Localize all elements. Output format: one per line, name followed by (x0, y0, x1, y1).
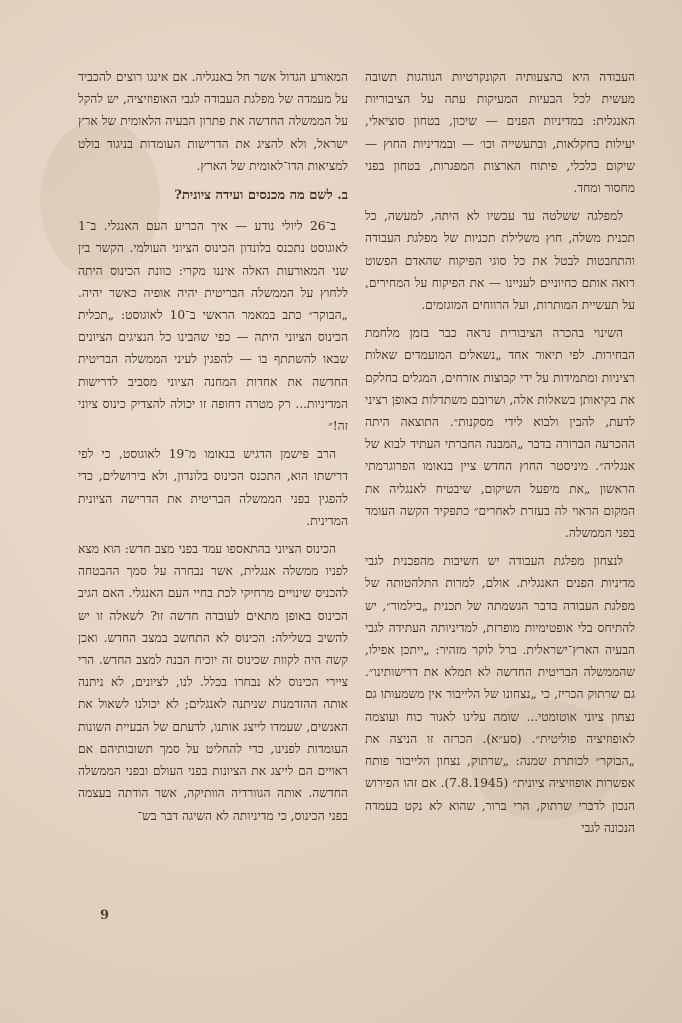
left-column (78, 66, 348, 833)
paragraph: השינוי בהכרה הציבורית נראה כבר בזמן מלחמת הבחירות. לפי תיאור אחד „נשאלים המועמדים שאלות רציניות ומתמידות על ידי קבוצות אזרחים, המגלים בחלקם את בקיאותן בשאלות אלה, ושרובם משתדלות באופן רציני לדעת, להבין ולבוא לידי מסקנות״. התוצאה היתה ההכרעה הברורה בדבר „המבנה החברתי העתיד לבוא של אנגליה״. מיניסטר החוץ החדש ציין בנאומו הפרוגרמתי הראשון „את מיפעל השיקום, שיבטיח לאנגליה את המקום הראוי לה בעזרת לאחרים״ כתפקיד הקשה העומד בפני הממשלה. (365, 326, 635, 541)
paragraph: לנצחון מפלגת העבודה יש חשיבות מהפכנית לגבי מדיניות הפנים האנגלית. אולם, למרות התלהטותה של מפלגת העבודה בדבר הגשמתה של תכנית „בילמור״, יש להתיחס בלי אופטימיות מופרזת, למדיניותה העתידה לגבי הבעיה הארץ־ישראלית. ברל לוקר מזהיר: „ייתכן אפילו, שהממשלה הבריטית החדשה לא תמלא את דרישותינו״. גם שרתוק הכריז, כי „נצחונו של הלייבור אין משמעותו גם נצחון ציוני אוטומטי... שומה עלינו לאגור כוח ועוצמה לאופוזיציה פוליטית״. (סע״א). הכרזה זו הניצה את „הבוקר״ לכותרת שמנה: „שרתוק, נצחון הלייבור פותח אפשרות אופוזיציה ציונית״ (7.8.1945). אם זהו הפירוש הנכון לדברי שרתוק, הרי ברור, שהוא לא נקט בעמדה הנכונה לגבי (365, 554, 635, 835)
page-number: 9 (100, 908, 110, 923)
paragraph: למפלגה ששלטה עד עכשיו לא היתה, למעשה, כל תכנית משלה, חוץ משלילת תכניות של מפלגת העבודה והתחבטות לבטל את כל סוגי הפיקוח שהאדם הפשוט רואה אותם כחיוניים לעניינו — את הפיקוח על המחירים, על תעשיית המותרות, ועל הרווחים המוגזמים. (365, 209, 635, 313)
paragraph: ב־26 ליולי נודע — איך הכריע העם האנגלי. ב־1 לאוגוסט נתכנס בלונדון הכינוס הציוני העולמי. הקשר בין שני המאורעות האלה איננו מקרי: כוונת הכינוס היתה ללחוץ על הממשלה הבריטית יהיה אופיה כאשר יהיה. „הבוקר״ כתב במאמר הראשי ב־10 לאוגוסט: „תכלית הכינוס הציוני היתה — כפי שהבינו כל הנציגים הציונים שבאו להשתתף בו — להפגין לעיני הממשלה הבריטית החדשה את אחדות המחנה הציוני מסביב לדרישות המדיניות... רק מטרה דחופה זו יכולה להצדיק כינוס ציוני זה!״ (78, 219, 348, 434)
paragraph: המאורע הגדול אשר חל באנגליה. אם אינגו רוצים להכביד על מעמדה של מפלגת העבודה לגבי האופוזיציה, יש להקל על הממשלה החדשה את פתרון הבעיה הלאומית של ארץ ישראל, ולא להציג את הדרישות העומדות בניגוד בולט למציאות הדו־לאומית של הארץ. (78, 70, 348, 173)
right-column (365, 66, 635, 845)
paragraph: הכינוס הציוני בהתאספו עמד בפני מצב חדש: הוא מצא לפניו ממשלה אנגלית, אשר נבחרה על סמך ההבטחה להכניס שינויים מרחיקי לכת בחיי העם האנגלי. האם הגיב הכינוס באופן מתאים לעובדה חדשה זו? לשאלה זו יש להשיב בשלילה: הכינוס לא התחשב במצב החדש. ואכן קשה היה לקוות שכינוס זה יוכיח הבנה למצב החדש. הרי ציירי הכינוס לא נבחרו בכלל. לנו, לציונים, לא ניתנה אותה ההזדמנות שניתנה לאנגלים; לא יכולנו לשאול את האנשים, שעמדו לייצג אותנו, לדעתם של הבעיית השונות העומדות לפנינו, כדי להחליט על סמך תשובותיהם אם ראויים הם לייצג את הציונות בפני העולם ובפני הממשלה החדשה. אותה הגוורדיה הוותיקה, אשר הודתה בעצמה בפני הכינוס, כי מדיניותה לא השיגה דבר בש־ (78, 542, 348, 823)
paragraph: הרב פישמן הדגיש בנאומו מ־19 לאוגוסט, כי לפי דרישתו הוא, התכנס הכינוס בלונדון, ולא בירושלים, כדי להפגין בפני הממשלה הבריטית את הדרישה הציונית המדינית. (78, 447, 348, 528)
section-heading: ב. לשם מה מכנסים ועידה ציונית? (174, 188, 348, 204)
paragraph: העבודה היא בהצעותיה הקונקרטיות הנוהגות תשובה מעשית לכל הבעיות המעיקות עתה על הציבוריות האנגלית: במדיניות הפנים — שיכון, בטחון סוציאלי, יעילות בחקלאות, ובתעשייה וכו׳ — ובמדיניות החוץ — שיקום כלכלי, פיתוח הארצות המפגרות, בטחון בפני מחסור ומחד. (365, 70, 635, 196)
